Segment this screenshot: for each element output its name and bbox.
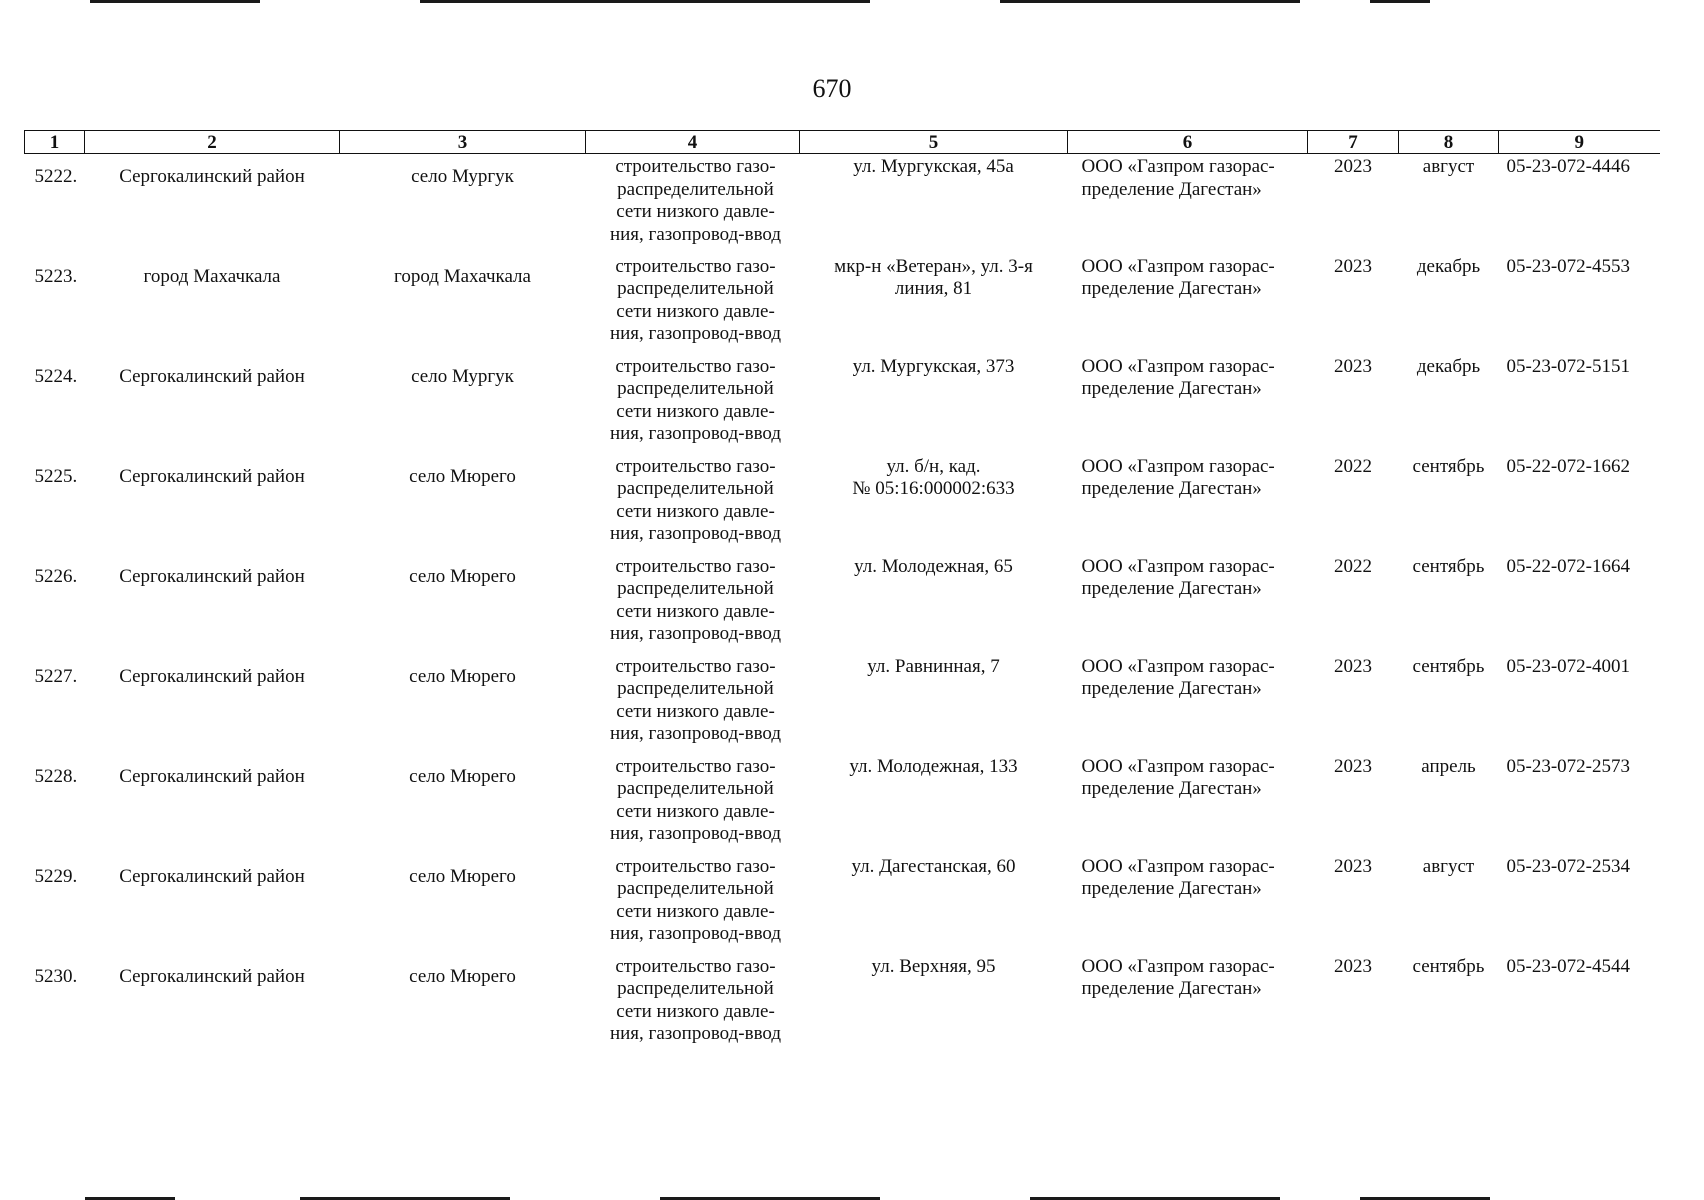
district-cell-text: Сергокалинский район [119,565,305,587]
year-cell [1308,354,1399,454]
permit-code-cell [1499,654,1660,754]
month-cell [1399,954,1499,1054]
table-row [25,254,1660,354]
table-row [25,754,1660,854]
row-number-text: 5230. [34,965,78,987]
permit-code-cell-text: 05-23-072-5151 [1506,355,1630,377]
district-cell [85,654,340,754]
locality-cell [340,554,586,654]
table-row [25,554,1660,654]
locality-cell [340,854,586,954]
month-cell [1399,154,1499,254]
column-header-9: 9 [1499,131,1660,154]
locality-cell [340,454,586,554]
work-description-cell-text: строительство газо- распределительной сети низкого давле- ния, газопровод-ввод [609,156,782,245]
table-row [25,154,1660,254]
month-cell [1399,354,1499,454]
year-cell-text: 2023 [1334,355,1372,377]
month-cell-text: август [1422,855,1475,877]
work-description-cell-text: строительство газо- распределительной сети низкого давле- ния, газопровод-ввод [609,555,782,644]
address-cell-text: ул. Равнинная, 7 [867,655,1000,677]
district-cell-text: Сергокалинский район [119,365,305,387]
month-cell [1399,754,1499,854]
work-description-cell-text: строительство газо- распределительной сети низкого давле- ния, газопровод-ввод [609,455,782,544]
locality-cell-text: село Мургук [411,365,514,387]
month-cell [1399,554,1499,654]
month-cell-text: сентябрь [1412,555,1485,577]
address-cell [800,554,1068,654]
work-description-cell-text: строительство газо- распределительной сети низкого давле- ния, газопровод-ввод [609,855,782,944]
month-cell-text: сентябрь [1412,955,1485,977]
row-number-text: 5227. [34,665,78,687]
year-cell-text: 2023 [1334,655,1372,677]
organization-cell [1068,454,1308,554]
work-description-cell [586,654,800,754]
column-header-7: 7 [1308,131,1399,154]
year-cell [1308,954,1399,1054]
district-cell-text: Сергокалинский район [119,665,305,687]
district-cell [85,554,340,654]
locality-cell-text: село Мюрего [409,765,516,787]
column-header-2: 2 [85,131,340,154]
row-number [25,454,85,554]
locality-cell-text: село Мюрего [409,965,516,987]
locality-cell-text: город Махачкала [394,265,531,287]
year-cell [1308,454,1399,554]
table-row [25,954,1660,1054]
organization-cell [1068,254,1308,354]
month-cell-text: декабрь [1416,355,1481,377]
address-cell-text: ул. Мургукская, 45а [853,156,1014,177]
permit-code-cell [1499,154,1660,254]
scan-edge-mark [90,0,260,3]
address-cell [800,454,1068,554]
work-description-cell-text: строительство газо- распределительной сети низкого давле- ния, газопровод-ввод [609,955,782,1044]
district-cell-text: город Махачкала [143,265,281,287]
organization-cell-text: ООО «Газпром газорас- пределение Дагестан» [1081,855,1275,899]
table-body [25,154,1660,1054]
work-description-cell [586,254,800,354]
locality-cell [340,654,586,754]
row-number [25,254,85,354]
organization-cell [1068,354,1308,454]
table-row [25,854,1660,954]
permit-code-cell-text: 05-23-072-2534 [1506,855,1630,877]
district-cell-text: Сергокалинский район [119,465,305,487]
month-cell [1399,454,1499,554]
permit-code-cell [1499,754,1660,854]
district-cell [85,954,340,1054]
permit-code-cell [1499,554,1660,654]
permit-code-cell-text: 05-23-072-4553 [1506,255,1630,277]
district-cell-text: Сергокалинский район [119,865,305,887]
year-cell-text: 2023 [1334,955,1372,977]
work-description-cell [586,954,800,1054]
organization-cell [1068,554,1308,654]
page-number: 670 [812,74,852,103]
table-row [25,654,1660,754]
district-cell-text: Сергокалинский район [119,965,305,987]
work-description-cell-text: строительство газо- распределительной сети низкого давле- ния, газопровод-ввод [609,255,782,344]
district-cell [85,354,340,454]
permit-code-cell [1499,354,1660,454]
month-cell [1399,654,1499,754]
scan-edge-mark [1370,0,1430,3]
month-cell-text: август [1422,156,1475,177]
year-cell [1308,554,1399,654]
column-header-1: 1 [25,131,85,154]
row-number [25,954,85,1054]
permit-code-cell-text: 05-23-072-4446 [1506,156,1630,177]
district-cell-text: Сергокалинский район [119,765,305,787]
organization-cell-text: ООО «Газпром газорас- пределение Дагестан» [1081,255,1275,299]
work-description-cell [586,454,800,554]
scan-edge-mark [1000,0,1300,3]
work-description-cell [586,754,800,854]
column-number-row [25,131,1660,154]
address-cell [800,654,1068,754]
year-cell-text: 2023 [1334,156,1372,177]
month-cell-text: апрель [1421,755,1476,777]
month-cell [1399,254,1499,354]
permit-code-cell-text: 05-22-072-1664 [1506,555,1630,577]
year-cell [1308,154,1399,254]
address-cell-text: ул. б/н, кад. № 05:16:000002:633 [852,455,1015,499]
district-cell [85,254,340,354]
address-cell-text: мкр-н «Ветеран», ул. 3-я линия, 81 [834,255,1033,299]
year-cell [1308,754,1399,854]
organization-cell [1068,154,1308,254]
row-number-text: 5229. [34,865,78,887]
district-cell [85,454,340,554]
organization-cell-text: ООО «Газпром газорас- пределение Дагестан» [1081,156,1275,200]
organization-cell-text: ООО «Газпром газорас- пределение Дагестан» [1081,755,1275,799]
locality-cell-text: село Мюрего [409,665,516,687]
row-number [25,754,85,854]
year-cell-text: 2022 [1334,455,1372,477]
row-number [25,854,85,954]
locality-cell-text: село Мюрего [409,865,516,887]
work-description-cell [586,554,800,654]
district-cell [85,154,340,254]
permit-code-cell-text: 05-23-072-4001 [1506,655,1630,677]
organization-cell-text: ООО «Газпром газорас- пределение Дагестан» [1081,455,1275,499]
organization-cell [1068,854,1308,954]
address-cell-text: ул. Молодежная, 65 [854,555,1013,577]
month-cell-text: сентябрь [1412,655,1485,677]
column-header-8: 8 [1399,131,1499,154]
address-cell-text: ул. Молодежная, 133 [849,755,1018,777]
work-description-cell [586,354,800,454]
row-number-text: 5224. [34,365,78,387]
address-cell [800,854,1068,954]
row-number-text: 5226. [34,565,78,587]
address-cell-text: ул. Верхняя, 95 [871,955,996,977]
locality-cell-text: село Мургук [411,166,514,187]
address-cell [800,354,1068,454]
locality-cell [340,254,586,354]
locality-cell [340,954,586,1054]
locality-cell [340,354,586,454]
row-number-text: 5225. [34,465,78,487]
permit-code-cell [1499,254,1660,354]
row-number-text: 5223. [34,265,78,287]
work-description-cell [586,854,800,954]
organization-cell-text: ООО «Газпром газорас- пределение Дагестан» [1081,555,1275,599]
address-cell [800,954,1068,1054]
work-description-cell-text: строительство газо- распределительной сети низкого давле- ния, газопровод-ввод [609,355,782,444]
table-row [25,354,1660,454]
organization-cell-text: ООО «Газпром газорас- пределение Дагестан» [1081,355,1275,399]
column-header-6: 6 [1068,131,1308,154]
address-cell-text: ул. Дагестанская, 60 [851,855,1016,877]
scan-edge-mark [420,0,870,3]
year-cell-text: 2023 [1334,255,1372,277]
work-description-cell-text: строительство газо- распределительной сети низкого давле- ния, газопровод-ввод [609,755,782,844]
district-cell [85,754,340,854]
row-number [25,554,85,654]
year-cell-text: 2023 [1334,755,1372,777]
district-cell [85,854,340,954]
month-cell-text: декабрь [1416,255,1481,277]
address-cell [800,154,1068,254]
registry-table [24,130,1660,1054]
year-cell-text: 2022 [1334,555,1372,577]
address-cell-text: ул. Мургукская, 373 [852,355,1015,377]
locality-cell-text: село Мюрего [409,465,516,487]
permit-code-cell [1499,954,1660,1054]
locality-cell-text: село Мюрего [409,565,516,587]
row-number-text: 5228. [34,765,78,787]
organization-cell [1068,954,1308,1054]
permit-code-cell [1499,854,1660,954]
table-row [25,454,1660,554]
permit-code-cell-text: 05-23-072-4544 [1506,955,1630,977]
year-cell-text: 2023 [1334,855,1372,877]
organization-cell [1068,754,1308,854]
organization-cell [1068,654,1308,754]
year-cell [1308,654,1399,754]
locality-cell [340,154,586,254]
column-header-4: 4 [586,131,800,154]
permit-code-cell-text: 05-23-072-2573 [1506,755,1630,777]
district-cell-text: Сергокалинский район [119,166,305,187]
month-cell-text: сентябрь [1412,455,1485,477]
address-cell [800,754,1068,854]
row-number-text: 5222. [34,166,78,187]
permit-code-cell [1499,454,1660,554]
work-description-cell [586,154,800,254]
locality-cell [340,754,586,854]
organization-cell-text: ООО «Газпром газорас- пределение Дагестан» [1081,955,1275,999]
column-header-3: 3 [340,131,586,154]
address-cell [800,254,1068,354]
row-number [25,654,85,754]
organization-cell-text: ООО «Газпром газорас- пределение Дагестан» [1081,655,1275,699]
row-number [25,154,85,254]
month-cell [1399,854,1499,954]
row-number [25,354,85,454]
permit-code-cell-text: 05-22-072-1662 [1506,455,1630,477]
work-description-cell-text: строительство газо- распределительной сети низкого давле- ния, газопровод-ввод [609,655,782,744]
column-header-5: 5 [800,131,1068,154]
year-cell [1308,854,1399,954]
table-header [25,131,1660,154]
year-cell [1308,254,1399,354]
